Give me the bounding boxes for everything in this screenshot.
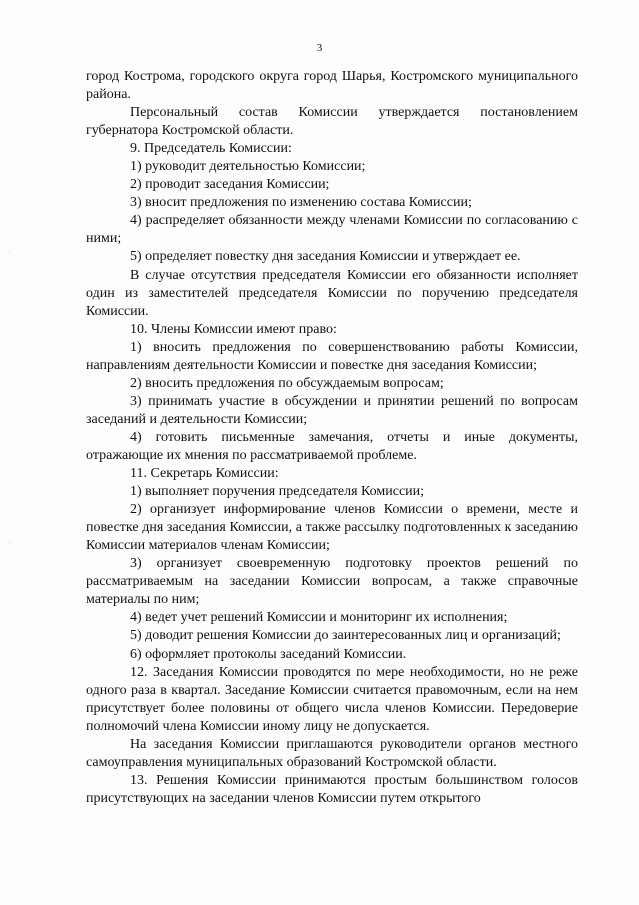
paragraph: 10. Члены Комиссии имеют право: (130, 321, 337, 337)
paragraph: 2) проводит заседания Комиссии; (130, 177, 330, 193)
paragraph: 6) оформляет протоколы заседаний Комиссии. (130, 646, 407, 662)
paragraph: 2) организует информирование членов Комиссии о времени, месте и повестке дня заседания Комиссии, а также рассылку подготовленных к заседанию Комиссии материалов членам Комиссии; (86, 502, 578, 554)
paragraph: 5) доводит решения Комиссии до заинтересованных лиц и организаций; (130, 628, 561, 644)
document-body (86, 68, 578, 808)
scan-speck: · (8, 248, 11, 257)
paragraph: 3) организует своевременную подготовку проектов решений по рассматриваемым на заседании Комиссии вопросам, а также справочные материалы по ним; (86, 556, 578, 608)
paragraph: 13. Решения Комиссии принимаются простым большинством голосов присутствующих на заседании членов Комиссии путем открытого (86, 772, 578, 806)
paragraph: 4) распределяет обязанности между членами Комиссии по согласованию с ними; (86, 213, 578, 247)
paragraph: 4) ведет учет решений Комиссии и мониторинг их исполнения; (130, 610, 508, 626)
paragraph: В случае отсутствия председателя Комиссии его обязанности исполняет один из заместителей председателя Комиссии по поручению председателя Комиссии. (86, 267, 578, 319)
paragraph: 2) вносить предложения по обсуждаемым вопросам; (130, 375, 444, 391)
paragraph: город Кострома, городского округа город Шарья, Костромского муниципального района. (86, 69, 578, 103)
paragraph: 5) определяет повестку дня заседания Комиссии и утверждает ее. (130, 249, 521, 265)
page-number: 3 (316, 42, 323, 54)
paragraph: 1) руководит деятельностью Комиссии; (130, 159, 366, 175)
paragraph: 1) выполняет поручения председателя Комиссии; (130, 484, 425, 500)
paragraph: 3) вносит предложения по изменению состава Комиссии; (130, 195, 472, 211)
paragraph: 3) принимать участие в обсуждении и принятии решений по вопросам заседаний и деятельности Комиссии; (86, 393, 578, 427)
paragraph: 12. Заседания Комиссии проводятся по мере необходимости, но не реже одного раза в квартал. Заседание Комиссии считается правомочным, если на нем присутствует более половины от общего числа членов Комиссии. Передоверие полномочий члена Комиссии иному лицу не допускается. (86, 664, 578, 734)
paragraph: 9. Председатель Комиссии: (130, 141, 292, 157)
paragraph: 4) готовить письменные замечания, отчеты и иные документы, отражающие их мнения по рассматриваемой проблеме. (86, 429, 578, 463)
paragraph: 11. Секретарь Комиссии: (130, 466, 279, 482)
scan-speck: · (8, 538, 11, 547)
paragraph: Персональный состав Комиссии утверждается постановлением губернатора Костромской области. (86, 105, 578, 139)
paragraph: 1) вносить предложения по совершенствованию работы Комиссии, направлениям деятельности Комиссии и повестке дня заседания Комиссии; (86, 339, 578, 373)
paragraph: На заседания Комиссии приглашаются руководители органов местного самоуправления муниципальных образований Костромской области. (86, 736, 578, 770)
